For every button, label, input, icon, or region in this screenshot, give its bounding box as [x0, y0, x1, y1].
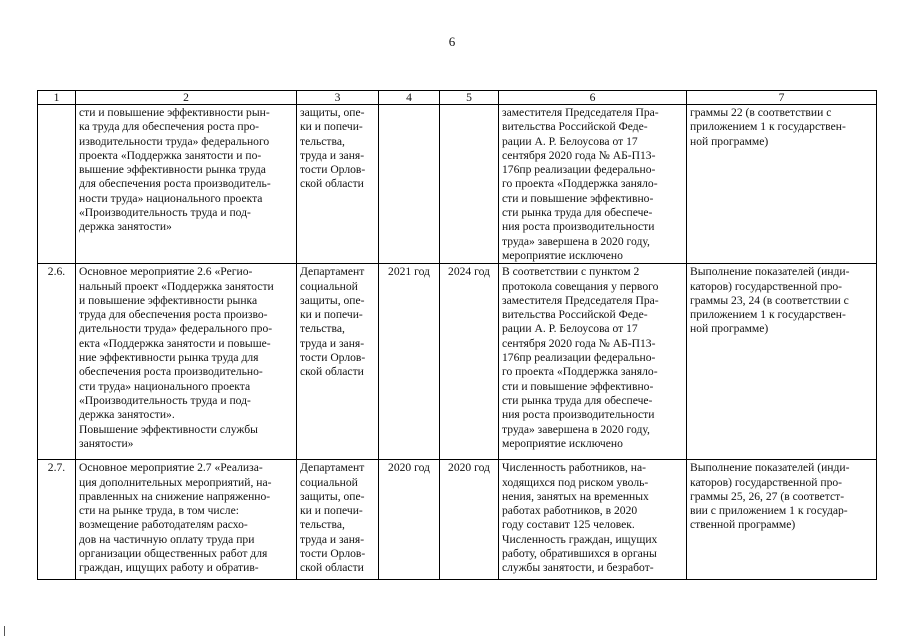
- executor-cell: защиты, опе- ки и попечи- тельства, труда и заня- тости Орлов- ской области: [297, 105, 379, 264]
- column-header: 2: [76, 91, 297, 105]
- indicators-cell: Выполнение показателей (инди- каторов) государственной про- граммы 25, 26, 27 (в соответст- вии с приложением 1 к государ- ственной программе): [687, 460, 877, 580]
- activity-cell: сти и повышение эффективности рын- ка труда для обеспечения роста про- изводительности труда» федерального проекта «Поддержка занятости и по- вышение эффективности рынка труда для обеспечения роста производитель- ности труда» национального проекта «Производительность труда и под- держка занятости»: [76, 105, 297, 264]
- result-cell: В соответствии с пунктом 2 протокола совещания у первого заместителя Председателя Пра- вительства Российской Феде- рации А. Р. Белоусова от 17 сентября 2020 года № АБ-П13- 176пр реализации федерально- го проекта «Поддержка заняло- сти и повышение эффективно- сти рынка труда для обеспече- ния роста производительности труда» завершена в 2020 году, мероприятие исключено: [499, 264, 687, 460]
- table-row: [38, 460, 877, 580]
- column-header: 1: [38, 91, 76, 105]
- row-number: 2.6.: [38, 264, 76, 460]
- scan-edge-mark: [4, 626, 5, 636]
- end-year-cell: [440, 105, 499, 264]
- indicators-cell: граммы 22 (в соответствии с приложением 1 к государствен- ной программе): [687, 105, 877, 264]
- start-year-cell: 2020 год: [379, 460, 440, 580]
- column-header: 5: [440, 91, 499, 105]
- table-row: [38, 105, 877, 264]
- row-number: 2.7.: [38, 460, 76, 580]
- executor-cell: Департамент социальной защиты, опе- ки и попечи- тельства, труда и заня- тости Орлов- ской области: [297, 460, 379, 580]
- column-number-row: [38, 91, 877, 105]
- activity-cell: Основное мероприятие 2.6 «Регио- нальный проект «Поддержка занятости и повышение эффективности рынка труда для обеспечения роста произво- дительности труда» федерального про- екта «Поддержка занятости и повыше- ние эффективности рынка труда для обеспечения роста производительно- сти труда» национального проекта «Производительность труда и под- держка занятости». Повышение эффективности службы занятости»: [76, 264, 297, 460]
- result-cell: заместителя Председателя Пра- вительства Российской Феде- рации А. Р. Белоусова от 17 сентября 2020 года № АБ-П13- 176пр реализации федерально- го проекта «Поддержка заняло- сти и повышение эффективно- сти рынка труда для обеспече- ния роста производительности труда» завершена в 2020 году, мероприятие исключено: [499, 105, 687, 264]
- column-header: 4: [379, 91, 440, 105]
- start-year-cell: 2021 год: [379, 264, 440, 460]
- row-number: [38, 105, 76, 264]
- executor-cell: Департамент социальной защиты, опе- ки и попечи- тельства, труда и заня- тости Орлов- ской области: [297, 264, 379, 460]
- end-year-cell: 2020 год: [440, 460, 499, 580]
- result-cell: Численность работников, на- ходящихся под риском уволь- нения, занятых на временных работах работников, в 2020 году составит 125 человек. Численность граждан, ищущих работу, обратившихся в органы службы занятости, и безработ-: [499, 460, 687, 580]
- activity-cell: Основное мероприятие 2.7 «Реализа- ция дополнительных мероприятий, на- правленных на снижение напряженно- сти на рынке труда, в том числе: возмещение работодателям расхо- дов на частичную оплату труда при организации общественных работ для граждан, ищущих работу и обратив-: [76, 460, 297, 580]
- end-year-cell: 2024 год: [440, 264, 499, 460]
- column-header: 6: [499, 91, 687, 105]
- column-header: 3: [297, 91, 379, 105]
- table-row: [38, 264, 877, 460]
- column-header: 7: [687, 91, 877, 105]
- program-table: [37, 90, 877, 580]
- page-number: 6: [448, 34, 456, 49]
- indicators-cell: Выполнение показателей (инди- каторов) государственной про- граммы 23, 24 (в соответствии с приложением 1 к государствен- ной программе): [687, 264, 877, 460]
- start-year-cell: [379, 105, 440, 264]
